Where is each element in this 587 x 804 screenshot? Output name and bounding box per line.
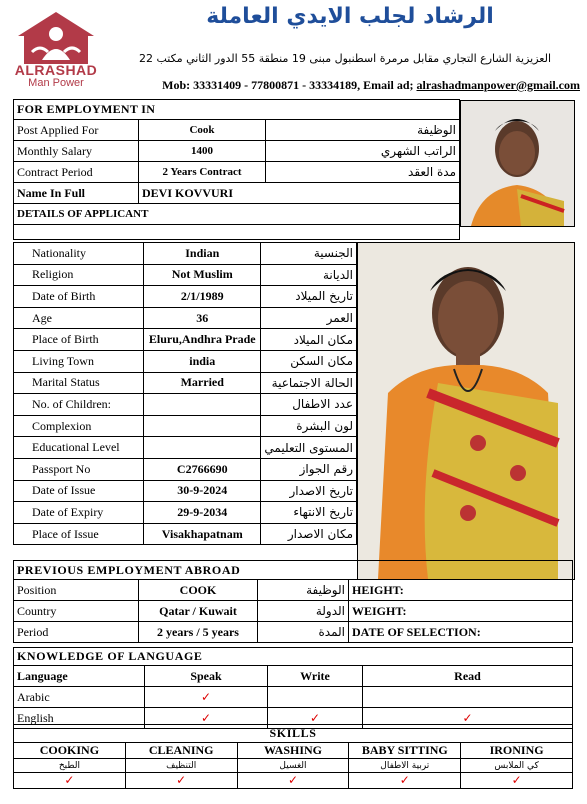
applicant-row: [14, 286, 357, 308]
language-section-title: KNOWLEDGE OF LANGUAGE: [14, 648, 573, 666]
applicant-row: [14, 394, 357, 416]
logo-name: ALRASHAD: [14, 62, 98, 78]
height-label: HEIGHT:: [349, 580, 573, 601]
skill-name: WASHING: [237, 743, 349, 759]
applicant-row: [14, 329, 357, 351]
applicant-field-value: Eluru,Andhra Prade: [144, 329, 261, 351]
skill-name: IRONING: [461, 743, 573, 759]
salary-label: Monthly Salary: [14, 141, 139, 162]
applicant-section-title: DETAILS OF APPLICANT: [14, 204, 460, 225]
contract-value: 2 Years Contract: [139, 162, 266, 183]
applicant-field-label: Complexion: [14, 415, 144, 437]
contact-phones: Mob: 33331409 - 77800871 - 33334189, Email ad;: [162, 78, 417, 92]
salary-value: 1400: [139, 141, 266, 162]
skill-name: BABY SITTING: [349, 743, 461, 759]
applicant-field-label: Marital Status: [14, 372, 144, 394]
applicant-row: [14, 307, 357, 329]
spacer-row: [14, 225, 460, 240]
position-label: Position: [14, 580, 139, 601]
position-value: COOK: [139, 580, 258, 601]
contract-label: Contract Period: [14, 162, 139, 183]
applicant-field-label: Living Town: [14, 350, 144, 372]
applicant-field-arabic: تاريخ الانتهاء: [261, 502, 357, 524]
contact-line: [110, 78, 580, 93]
language-table: [13, 647, 573, 729]
skill-name: CLEANING: [125, 743, 237, 759]
logo-subtitle: Man Power: [28, 77, 84, 89]
contract-arabic: مدة العقد: [266, 162, 460, 183]
applicant-row: [14, 523, 357, 545]
weight-label: WEIGHT:: [349, 601, 573, 622]
english-speak-check: ✓: [145, 708, 268, 729]
portrait-full-icon: [358, 243, 574, 579]
applicant-details-table: [13, 242, 357, 545]
applicant-field-label: Nationality: [14, 243, 144, 265]
period-label: Period: [14, 622, 139, 643]
applicant-field-label: Age: [14, 307, 144, 329]
arabic-speak-check: ✓: [145, 687, 268, 708]
applicant-field-value: india: [144, 350, 261, 372]
applicant-row: [14, 502, 357, 524]
skill-arabic: تربية الاطفال: [349, 759, 461, 773]
applicant-field-label: Religion: [14, 264, 144, 286]
applicant-field-label: Educational Level: [14, 437, 144, 459]
english-language-label: English: [14, 708, 145, 729]
applicant-field-arabic: الجنسية: [261, 243, 357, 265]
applicant-field-arabic: عدد الاطفال: [261, 394, 357, 416]
country-arabic: الدولة: [258, 601, 349, 622]
portrait-icon: [461, 101, 574, 226]
applicant-field-value: 2/1/1989: [144, 286, 261, 308]
applicant-field-arabic: العمر: [261, 307, 357, 329]
applicant-field-arabic: لون البشرة: [261, 415, 357, 437]
skill-check: ✓: [349, 773, 461, 789]
applicant-field-arabic: المستوى التعليمي: [261, 437, 357, 459]
applicant-field-value: 30-9-2024: [144, 480, 261, 502]
skill-check: ✓: [461, 773, 573, 789]
applicant-field-value: Visakhapatnam: [144, 523, 261, 545]
skills-table: [13, 724, 573, 789]
skill-arabic: الغسيل: [237, 759, 349, 773]
post-label: Post Applied For: [14, 120, 139, 141]
applicant-row: [14, 372, 357, 394]
name-value: DEVI KOVVURI: [139, 183, 460, 204]
skill-arabic: التنظيف: [125, 759, 237, 773]
applicant-field-value: [144, 415, 261, 437]
post-value: Cook: [139, 120, 266, 141]
post-arabic: الوظيفة: [266, 120, 460, 141]
previous-section-title: PREVIOUS EMPLOYMENT ABROAD: [14, 561, 573, 580]
english-write-check: ✓: [268, 708, 363, 729]
arabic-write-check: [268, 687, 363, 708]
applicant-field-label: No. of Children:: [14, 394, 144, 416]
applicant-photo-large: [357, 242, 575, 580]
applicant-field-arabic: تاريخ الميلاد: [261, 286, 357, 308]
skill-name: COOKING: [14, 743, 126, 759]
speak-header: Speak: [145, 666, 268, 687]
employment-table: [13, 99, 460, 240]
applicant-photo-small: [460, 100, 575, 227]
applicant-field-arabic: الحالة الاجتماعية: [261, 372, 357, 394]
write-header: Write: [268, 666, 363, 687]
applicant-field-label: Place of Birth: [14, 329, 144, 351]
applicant-row: [14, 415, 357, 437]
applicant-field-value: Indian: [144, 243, 261, 265]
applicant-row: [14, 350, 357, 372]
applicant-field-arabic: رقم الجواز: [261, 458, 357, 480]
applicant-field-arabic: الديانة: [261, 264, 357, 286]
applicant-row: [14, 243, 357, 265]
period-value: 2 years / 5 years: [139, 622, 258, 643]
applicant-field-arabic: مكان السكن: [261, 350, 357, 372]
selection-date-label: DATE OF SELECTION:: [349, 622, 573, 643]
applicant-field-label: Place of Issue: [14, 523, 144, 545]
country-label: Country: [14, 601, 139, 622]
applicant-row: [14, 264, 357, 286]
company-arabic-address: العزيزية الشارع التجاري مقابل مرمرة اسطنبول مبنى 19 منطقة 55 الدور الثاني مكتب 22: [139, 52, 551, 65]
applicant-row: [14, 458, 357, 480]
skill-arabic: كي الملابس: [461, 759, 573, 773]
applicant-field-value: [144, 394, 261, 416]
applicant-field-value: C2766690: [144, 458, 261, 480]
skill-check: ✓: [237, 773, 349, 789]
applicant-field-label: Date of Birth: [14, 286, 144, 308]
skill-check: ✓: [14, 773, 126, 789]
skill-arabic: الطبخ: [14, 759, 126, 773]
position-arabic: الوظيفة: [258, 580, 349, 601]
applicant-field-arabic: تاريخ الاصدار: [261, 480, 357, 502]
period-arabic: المدة: [258, 622, 349, 643]
english-read-check: ✓: [363, 708, 573, 729]
country-value: Qatar / Kuwait: [139, 601, 258, 622]
logo-icon: [6, 8, 106, 68]
applicant-field-label: Passport No: [14, 458, 144, 480]
salary-arabic: الراتب الشهري: [266, 141, 460, 162]
applicant-field-arabic: مكان الميلاد: [261, 329, 357, 351]
skills-section-title: SKILLS: [14, 725, 573, 743]
applicant-row: [14, 480, 357, 502]
applicant-field-value: Not Muslim: [144, 264, 261, 286]
name-label: Name In Full: [14, 183, 139, 204]
applicant-field-label: Date of Expiry: [14, 502, 144, 524]
company-arabic-title: الرشاد لجلب الايدي العاملة: [206, 4, 494, 29]
applicant-field-value: 29-9-2034: [144, 502, 261, 524]
applicant-field-label: Date of Issue: [14, 480, 144, 502]
language-header: Language: [14, 666, 145, 687]
skill-check: ✓: [125, 773, 237, 789]
email-link[interactable]: alrashadmanpower@gmail.com: [416, 78, 580, 92]
arabic-language-label: Arabic: [14, 687, 145, 708]
arabic-read-check: [363, 687, 573, 708]
read-header: Read: [363, 666, 573, 687]
previous-employment-table: [13, 560, 573, 643]
employment-section-title: FOR EMPLOYMENT IN: [14, 100, 460, 120]
applicant-field-value: Married: [144, 372, 261, 394]
applicant-row: [14, 437, 357, 459]
applicant-field-arabic: مكان الاصدار: [261, 523, 357, 545]
applicant-field-value: 36: [144, 307, 261, 329]
applicant-field-value: [144, 437, 261, 459]
